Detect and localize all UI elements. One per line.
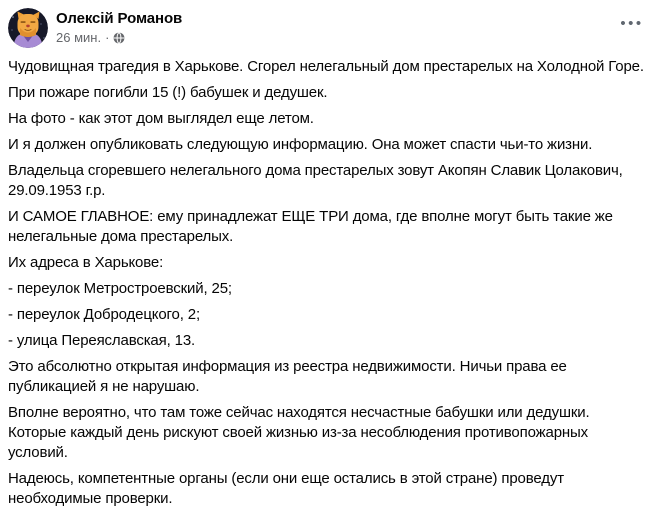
post-paragraph: - переулок Метростроевский, 25;	[8, 280, 232, 297]
timestamp[interactable]: 26 мин.	[56, 30, 102, 45]
meta-separator: ·	[105, 30, 110, 45]
post-paragraph: Владельца сгоревшего нелегального дома престарелых зовут Акопян Славик Цолакович, 29.09.1953 г.р.	[8, 162, 627, 199]
post-meta	[56, 30, 182, 46]
post-text	[8, 57, 651, 509]
post-paragraph: Чудовищная трагедия в Харькове. Сгорел нелегальный дом престарелых на Холодной Горе.	[8, 58, 644, 75]
post-paragraph: - улица Переяславская, 13.	[8, 332, 196, 349]
avatar[interactable]	[8, 8, 48, 48]
post-header	[8, 8, 651, 48]
globe-icon	[113, 32, 125, 44]
post-paragraph: И САМОЕ ГЛАВНОЕ: ему принадлежат ЕЩЕ ТРИ дома, где вполне могут быть такие же нелегальные дома престарелых.	[8, 208, 617, 245]
post-paragraph: Это абсолютно открытая информация из реестра недвижимости. Ничьи права ее публикацией я не нарушаю.	[8, 358, 571, 395]
post-paragraph: - переулок Добродецкого, 2;	[8, 306, 200, 323]
post-paragraph: И я должен опубликовать следующую информацию. Она может спасти чьи-то жизни.	[8, 136, 593, 153]
post-paragraph: При пожаре погибли 15 (!) бабушек и дедушек.	[8, 84, 328, 101]
more-options-button[interactable]	[615, 12, 647, 36]
header-info	[56, 8, 182, 46]
post-paragraph: На фото - как этот дом выглядел еще летом.	[8, 110, 314, 127]
author-name[interactable]: Олексій Романов	[56, 10, 183, 27]
ellipsis-icon: •••	[620, 15, 644, 32]
post-paragraph: Вполне вероятно, что там тоже сейчас находятся несчастные бабушки или дедушки. Которые каждый день рискуют своей жизнью из-за несоблюдения противопожарных условий.	[8, 404, 594, 461]
cat-avatar-icon	[8, 8, 48, 48]
post-paragraph: Надеюсь, компетентные органы (если они еще остались в этой стране) проведут необходимые проверки.	[8, 470, 568, 507]
post-paragraph: Их адреса в Харькове:	[8, 254, 164, 271]
